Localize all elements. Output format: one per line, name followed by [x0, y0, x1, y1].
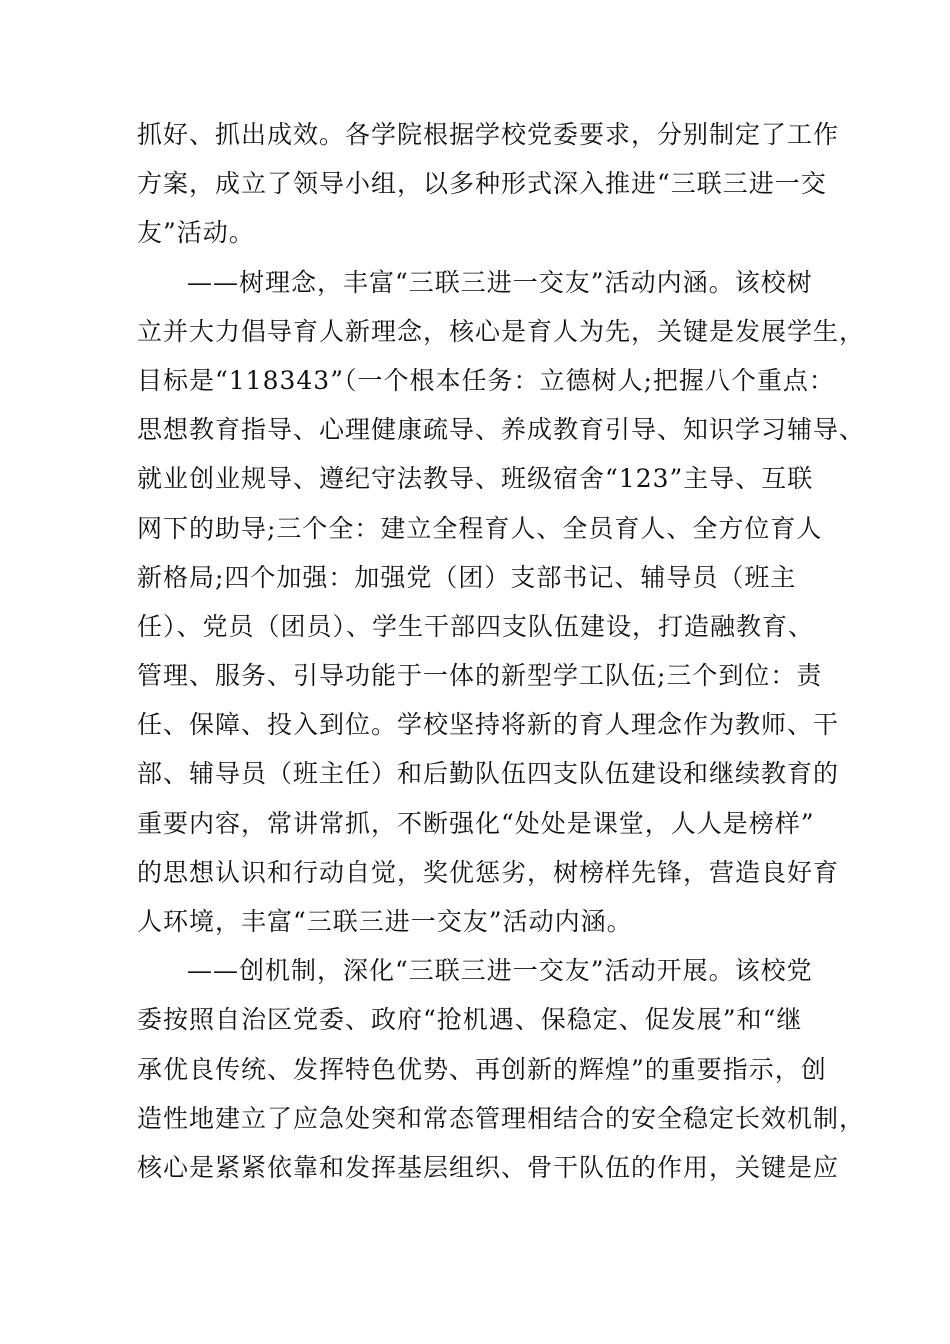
text-line: 抓好、抓出成效。各学院根据学校党委要求，分别制定了工作 — [137, 120, 840, 149]
text-line: 方案，成立了领导小组，以多种形式深入推进“三联三进一交 — [137, 169, 827, 199]
text-line: 承优良传统、发挥特色优势、再创新的辉煌”的重要指示，创 — [137, 1054, 827, 1084]
paragraph-start-line: ——树理念，丰富“三联三进一交友”活动内涵。该校树 — [187, 267, 813, 297]
text-line: 人环境，丰富“三联三进一交友”活动内涵。 — [137, 907, 633, 936]
text-line: 核心是紧紧依靠和发挥基层组织、骨干队伍的作用，关键是应 — [137, 1152, 840, 1182]
text-line: 的思想认识和行动自觉，奖优惩劣，树榜样先锋，营造良好育 — [137, 857, 840, 887]
text-line: 就业创业规导、遵纪守法教导、班级宿舍“123”主导、互联 — [137, 464, 814, 494]
text-line: 友”活动。 — [137, 218, 255, 248]
text-line: 委按照自治区党委、政府“抢机遇、保稳定、促发展”和“继 — [137, 1005, 803, 1035]
text-line: 新格局;四个加强：加强党（团）支部书记、辅导员（班主 — [137, 562, 797, 592]
text-line: 思想教育指导、心理健康疏导、养成教育引导、知识学习辅导、 — [137, 415, 866, 445]
text-line: 管理、服务、引导功能于一体的新型学工队伍;三个到位：责 — [137, 661, 823, 691]
paragraph-start-line: ——创机制，深化“三联三进一交友”活动开展。该校党 — [187, 956, 813, 986]
text-line: 立并大力倡导育人新理念，核心是育人为先，关键是发展学生， — [137, 316, 866, 346]
text-line: 重要内容，常讲常抓，不断强化“处处是课堂，人人是榜样” — [137, 808, 815, 838]
text-line: 任）、党员（团员）、学生干部四支队伍建设，打造融教育、 — [137, 611, 815, 641]
text-line: 网下的助导;三个全：建立全程育人、全员育人、全方位育人 — [137, 513, 823, 543]
text-line: 目标是“118343”（一个根本任务：立德树人;把握八个重点： — [137, 365, 835, 395]
body-text — [137, 110, 866, 1192]
text-line: 造性地建立了应急处突和常态管理相结合的安全稳定长效机制， — [137, 1103, 866, 1133]
text-line: 部、辅导员（班主任）和后勤队伍四支队伍建设和继续教育的 — [137, 759, 840, 789]
text-line: 任、保障、投入到位。学校坚持将新的育人理念作为教师、干 — [137, 710, 840, 740]
